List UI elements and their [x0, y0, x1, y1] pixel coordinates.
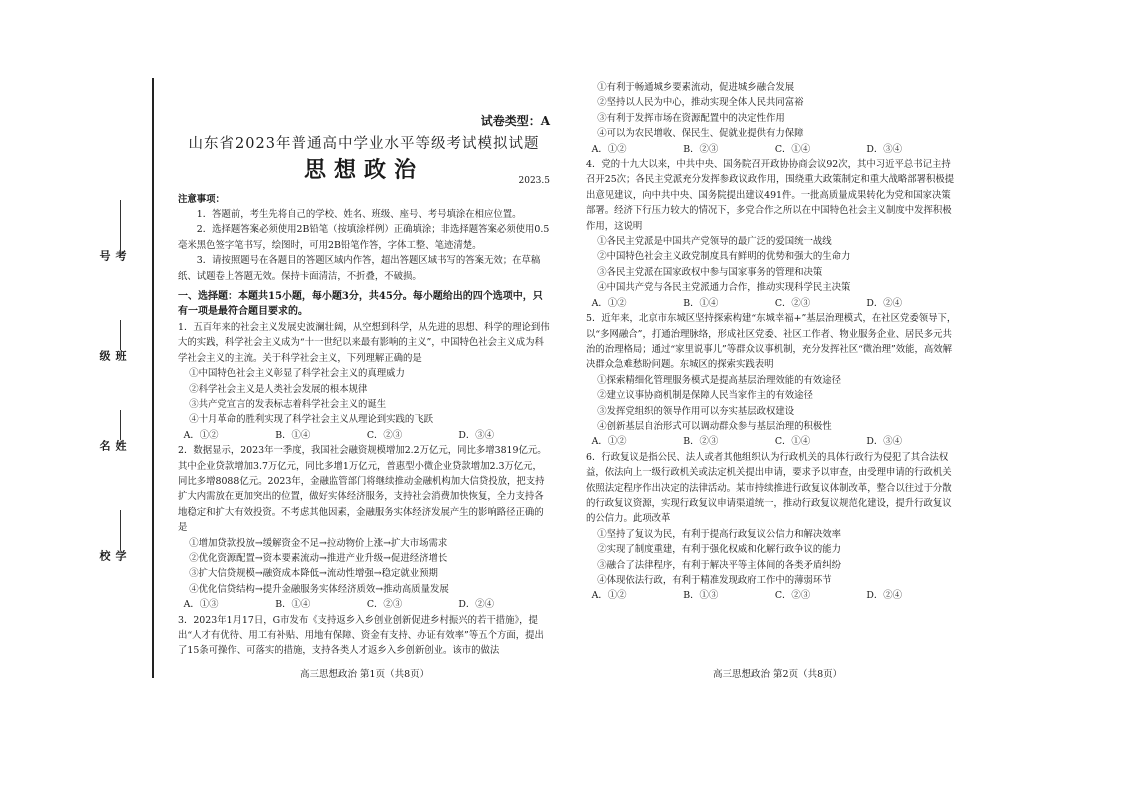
question-option: ③扩大信贷规模→融资成本降低→流动性增强→稳定就业预期: [189, 568, 438, 580]
choice-b: B．①④: [275, 599, 311, 611]
class-label: 班级: [98, 350, 127, 361]
question-option: ③共产党宣言的发表标志着科学社会主义的诞生: [189, 398, 387, 410]
page-2-column: [586, 80, 958, 604]
answer-choices: [586, 296, 958, 311]
notice-item: 2．选择题答案必须使用2B铅笔（按填涂样例）正确填涂；非选择题答案必须使用0.5毫米黑色签字笔书写，绘图时，可用2B铅笔作答，字体工整、笔迹清楚。: [178, 224, 550, 251]
name-label: 姓名: [98, 440, 127, 451]
choice-c: C．②③: [366, 599, 403, 611]
choice-a: A．①②: [591, 590, 627, 602]
binding-strip: [90, 180, 150, 600]
question-option: ④十月革命的胜利实现了科学社会主义从理论到实践的飞跃: [189, 414, 434, 426]
question-option: ②实现了制度重建，有利于强化权威和化解行政争议的能力: [597, 544, 842, 556]
choice-d: D．②④: [866, 297, 903, 309]
choice-d: D．③④: [866, 143, 903, 155]
question-option: ④创新基层自治形式可以调动群众参与基层治理的积极性: [597, 420, 832, 432]
question-option: ②中国特色社会主义政党制度具有鲜明的优势和强大的生命力: [597, 251, 851, 263]
choice-b: B．②③: [683, 436, 719, 448]
page-footer-1: 高三思想政治 第1页（共8页）: [300, 669, 430, 680]
choice-d: D．③④: [458, 429, 495, 441]
choice-a: A．①②: [183, 429, 219, 441]
question-option: ③有利于发挥市场在资源配置中的决定性作用: [597, 112, 785, 124]
question-stem: 2．数据显示，2023年一季度，我国社会融资规模增加2.2万亿元，同比多增3819亿元。其中企业贷款增加3.7万亿元，同比多增1万亿元，普惠型小微企业贷款增加2.3万亿元，同比多增8088亿元。2023年，金融监管部门将继续推动金融机构加大信贷投放，把支持扩大内需放在更加突出的位置，做好实体经济服务，支持社会消费加快恢复，全力支持各地稳定和扩大有效投资。不考虑其他因素，金融服务实体经济发展产生的影响路径正确的是: [178, 445, 547, 534]
page-1-column: [178, 80, 550, 659]
question-option: ①中国特色社会主义彰显了科学社会主义的真理威力: [189, 368, 405, 380]
question-option: ④可以为农民增收、保民生、促就业提供有力保障: [597, 128, 804, 140]
choice-b: B．①③: [683, 590, 719, 602]
exam-no-label: 考号: [98, 250, 127, 261]
question-option: ④中国共产党与各民主党派通力合作，推动实现科学民主决策: [597, 282, 851, 294]
question-stem: 3．2023年1月17日，G市发布《支持返乡入乡创业创新促进乡村振兴的若干措施》，提出“人才有优待、用工有补贴、用地有保障、资金有支持、办证有效率”等五个方面，提出了15条可操作、可落实的措施，支持各类人才返乡入乡创新创业。该市的做法: [178, 614, 544, 657]
choice-b: B．①④: [683, 297, 719, 309]
answer-choices: [586, 588, 958, 603]
exam-date: 2023.5: [518, 176, 550, 187]
notice-item: 3．请按照题号在各题目的答题区域内作答，超出答题区域书写的答案无效；在草稿纸、试题卷上答题无效。保持卡面清洁，不折叠，不破损。: [178, 255, 541, 282]
page-footer-2: 高三思想政治 第2页（共8页）: [713, 669, 843, 680]
subject-title: 思想政治: [303, 156, 424, 183]
choice-d: D．②④: [458, 599, 495, 611]
answer-choices: [178, 597, 550, 612]
question-option: ②建立议事协商机制是保障人民当家作主的有效途径: [597, 390, 813, 402]
question-option: ①探索精细化管理服务模式是提高基层治理效能的有效途径: [597, 374, 842, 386]
question-option: ④优化信贷结构→提升金融服务实体经济质效→推动高质量发展: [189, 583, 449, 595]
question-stem: 6．行政复议是指公民、法人或者其他组织认为行政机关的具体行政行为侵犯了其合法权益，依法向上一级行政机关或法定机关提出申请，要求予以审查，由受理申请的行政机关依照法定程序作出决定的法律活动。某市持续推进行政复议体制改革，整合以往过于分散的行政复议资源，实现行政复议申请渠道统一，推动行政复议规范化建设，提升行政复议的公信力。此项改革: [586, 451, 952, 525]
choice-a: A．①③: [183, 599, 219, 611]
choice-a: A．①②: [591, 297, 627, 309]
answer-choices: [586, 142, 958, 157]
question-option: ②坚持以人民为中心，推动实现全体人民共同富裕: [597, 97, 804, 109]
choice-c: C．②③: [774, 297, 811, 309]
notice-heading: 注意事项：: [178, 193, 225, 205]
choice-c: C．①④: [774, 436, 811, 448]
question-stem: 5．近年来，北京市东城区坚持探索构建“东城幸福+”基层治理模式，在社区党委领导下，以“多网融合”，打通治理脉络，形成社区党委、社区工作者、物业服务企业、居民多元共治的治理格局；通过“家里说事儿”等群众议事机制，充分发挥社区“微治理”效能，高效解决群众急难愁盼问题。东城区的探索实践表明: [586, 313, 957, 371]
exam-title: 山东省2023年普通高中学业水平等级考试模拟试题: [188, 136, 540, 153]
choice-c: C．②③: [366, 429, 403, 441]
choice-b: B．①④: [275, 429, 311, 441]
section-heading: 一、选择题：本题共15小题，每小题3分，共45分。每小题给出的四个选项中，只有一项是最符合题目要求的。: [178, 291, 543, 318]
question-option: ①增加贷款投放→缓解资金不足→拉动物价上涨→扩大市场需求: [189, 537, 448, 549]
question-option: ①有利于畅通城乡要素流动，促进城乡融合发展: [597, 82, 795, 93]
question-option: ③各民主党派在国家政权中参与国家事务的管理和决策: [597, 266, 823, 278]
choice-d: D．②④: [866, 590, 903, 602]
school-label: 学校: [98, 550, 127, 561]
choice-b: B．②③: [683, 143, 719, 155]
question-option: ②科学社会主义是人类社会发展的根本规律: [189, 383, 368, 395]
question-option: ④体现依法行政，有利于精准发现政府工作中的薄弱环节: [597, 575, 832, 586]
choice-a: A．①②: [591, 436, 627, 448]
choice-c: C．①④: [774, 143, 811, 155]
question-option: ①坚持了复议为民，有利于提高行政复议公信力和解决效率: [597, 528, 842, 540]
notice-item: 1．答题前，考生先将自己的学校、姓名、班级、座号、考号填涂在相应位置。: [196, 209, 522, 221]
choice-d: D．③④: [866, 436, 903, 448]
answer-choices: [586, 434, 958, 449]
paper-type: 试卷类型：A: [480, 114, 550, 128]
question-stem: 1．五百年来的社会主义发展史波澜壮阔，从空想到科学，从先进的思想、科学的理论到伟大的实践，科学社会主义成为“十一世纪以来最有影响的主义”，中国特色社会主义成为科学社会主义的主流。关于科学社会主义，下列理解正确的是: [178, 321, 550, 364]
question-option: ②优化资源配置→资本要素流动→推进产业升级→促进经济增长: [189, 552, 448, 564]
choice-a: A．①②: [591, 143, 627, 155]
answer-choices: [178, 428, 550, 443]
choice-c: C．②③: [774, 590, 811, 602]
question-option: ③发挥党组织的领导作用可以夯实基层政权建设: [597, 405, 795, 417]
question-option: ③融合了法律程序，有利于解决平等主体间的各类矛盾纠纷: [597, 559, 842, 571]
binding-margin-line: [152, 78, 154, 678]
question-option: ①各民主党派是中国共产党领导的最广泛的爱国统一战线: [597, 236, 832, 248]
question-stem: 4．党的十九大以来，中共中央、国务院召开政协协商会议92次，其中习近平总书记主持召开25次；各民主党派充分发挥参政议政作用，围绕重大政策制定和重大战略部署积极提出意见建议，向中共中央、国务院提出建议491件。一批高质量成果转化为党和国家决策部署。经济下行压力较大的情况下，多党合作之所以在中国特色社会主义制度中发挥积极作用，这说明: [586, 159, 955, 232]
